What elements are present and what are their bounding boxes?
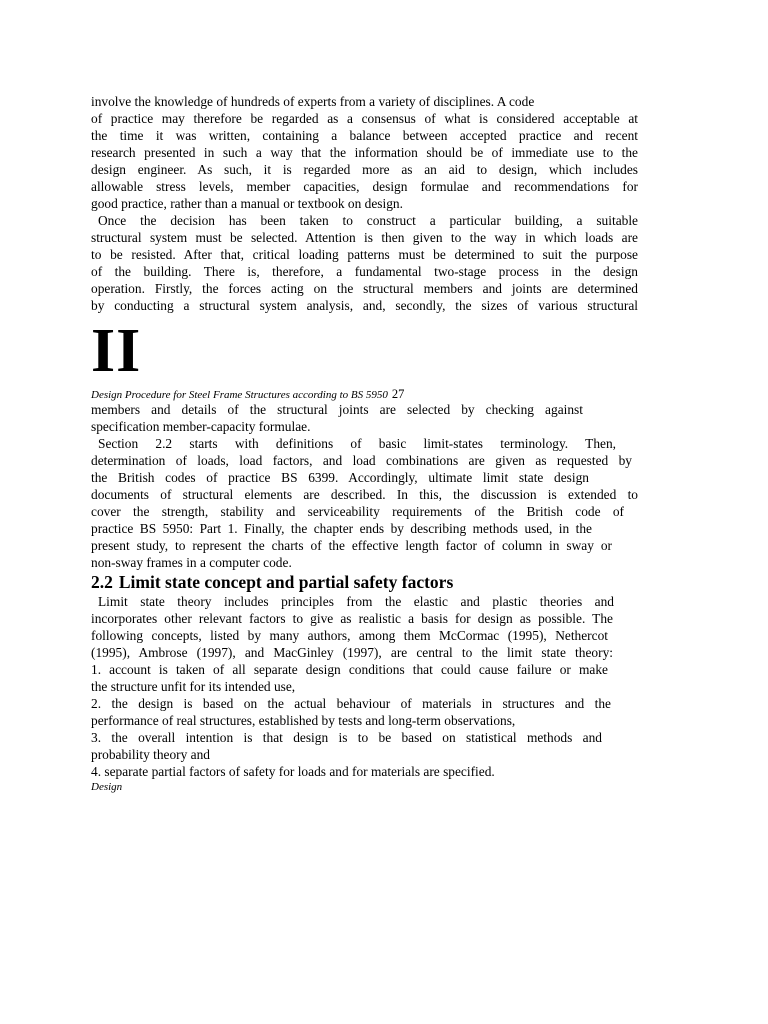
section-number: 2.2 [91,572,113,592]
text-line: design engineer. As such, it is regarded more as an aid to design, which includes [91,162,638,177]
text-line: cover the strength, stability and serviceability requirements of the British code of [91,504,624,519]
text-line: Section 2.2 starts with definitions of basic limit-states terminology. Then, [98,436,616,451]
list-item-continuation: the structure unfit for its intended use, [91,679,296,694]
text-line: good practice, rather than a manual or textbook on design. [91,196,403,211]
text-line: (1995), Ambrose (1997), and MacGinley (1997), are central to the limit state theory: [91,645,613,660]
document-page [91,93,638,794]
page-number: 27 [391,387,405,401]
list-item: 2. the design is based on the actual behaviour of materials in structures and the [91,696,611,711]
paragraph-structural-system [91,212,638,314]
text-line: practice BS 5950: Part 1. Finally, the chapter ends by describing methods used, in the [91,521,592,536]
footer-word: Design [91,781,123,793]
chapter-numeral: II [91,317,142,385]
text-line: the British codes of practice BS 6399. Accordingly, ultimate limit state design [91,470,589,485]
text-line: by conducting a structural system analysis, and, secondly, the sizes of various structural [91,298,638,313]
text-line: documents of structural elements are described. In this, the discussion is extended to [91,487,638,502]
section-title: Limit state concept and partial safety factors [118,572,454,592]
text-line: following concepts, listed by many authors, among them McCormac (1995), Nethercot [91,628,608,643]
text-line: research presented in such a way that the information should be of immediate use to the [91,145,638,160]
running-head [91,387,638,401]
text-line: present study, to represent the charts of the effective length factor of column in sway or [91,538,612,553]
text-line: members and details of the structural joints are selected by checking against [91,402,583,417]
list-item: 3. the overall intention is that design is to be based on statistical methods and [91,730,602,745]
text-line: of the building. There is, therefore, a fundamental two-stage process in the design [91,264,638,279]
list-item: 4. separate partial factors of safety for loads and for materials are specified. [91,764,495,779]
list-item-continuation: performance of real structures, established by tests and long-term observations, [91,713,516,728]
text-line: involve the knowledge of hundreds of experts from a variety of disciplines. A code [91,94,535,109]
text-line: specification member-capacity formulae. [91,419,311,434]
running-head-title: Design Procedure for Steel Frame Structures according to BS 5950 [91,389,388,401]
text-line: Once the decision has been taken to construct a particular building, a suitable [98,213,638,228]
limit-state-concepts-list [91,661,638,780]
list-item-continuation: probability theory and [91,747,210,762]
text-line: incorporates other relevant factors to give as realistic a basis for design as possible. The [91,611,613,626]
text-line: non-sway frames in a computer code. [91,555,292,570]
paragraph-code-of-practice [91,93,638,212]
text-line: the time it was written, containing a balance between accepted practice and recent [91,128,638,143]
text-line: of practice may therefore be regarded as a consensus of what is considered acceptable at [91,111,638,126]
text-line: determination of loads, load factors, and load combinations are given as requested by [91,453,632,468]
paragraph-limit-state-theory [91,593,638,661]
text-line: allowable stress levels, member capacities, design formulae and recommendations for [91,179,638,194]
text-line: structural system must be selected. Attention is then given to the way in which loads are [91,230,638,245]
text-line: to be resisted. After that, critical loading patterns must be determined to suit the purpose [91,247,638,262]
text-line: Limit state theory includes principles from the elastic and plastic theories and [98,594,614,609]
text-line: operation. Firstly, the forces acting on the structural members and joints are determined [91,281,638,296]
paragraph-member-details [91,401,638,435]
section-heading [91,571,638,593]
paragraph-section-overview [91,435,638,571]
list-item: 1. account is taken of all separate design conditions that could cause failure or make [91,662,608,677]
